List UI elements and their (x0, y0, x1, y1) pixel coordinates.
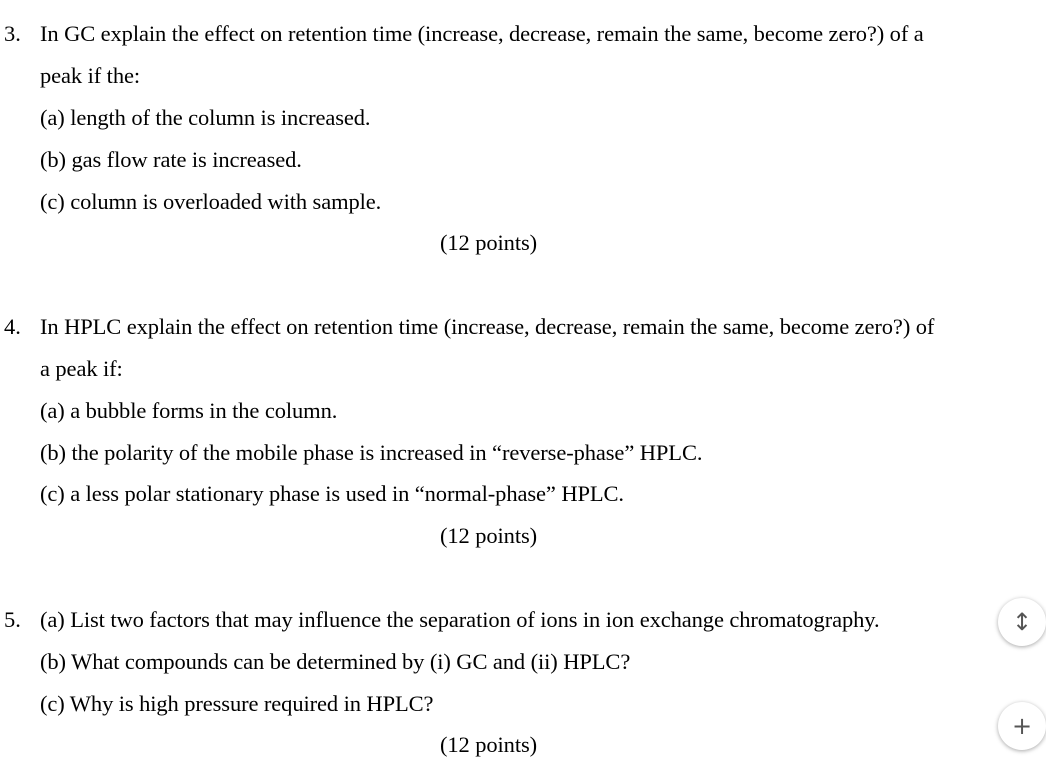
sub-question-a: (a) a bubble forms in the column. (40, 398, 338, 423)
plus-icon: + (1012, 712, 1033, 740)
sub-question-b: (b) gas flow rate is increased. (40, 147, 302, 172)
sub-question-b: (b) What compounds can be determined by (i) GC and (ii) HPLC? (40, 649, 631, 674)
points-label: (12 points) (440, 523, 538, 548)
question-number: 4. (4, 314, 21, 339)
question-number: 5. (4, 607, 21, 632)
sub-question-a: (a) length of the column is increased. (40, 105, 371, 130)
points-label: (12 points) (440, 732, 538, 757)
zoom-in-button[interactable] (998, 702, 1046, 750)
sub-question-c: (c) column is overloaded with sample. (40, 189, 382, 214)
sub-question-c: (c) Why is high pressure required in HPLC? (40, 691, 434, 716)
question-text-line: peak if the: (40, 63, 141, 88)
question-number: 3. (4, 21, 21, 46)
sub-question-a: (a) List two factors that may influence the separation of ions in ion exchange chromatography. (40, 607, 880, 632)
question-text-line: a peak if: (40, 356, 123, 381)
question-text-line: In GC explain the effect on retention time (increase, decrease, remain the same, become zero?) of a (40, 21, 924, 46)
points-label: (12 points) (440, 230, 538, 255)
sub-question-c: (c) a less polar stationary phase is used in “normal-phase” HPLC. (40, 481, 624, 506)
sub-question-b: (b) the polarity of the mobile phase is increased in “reverse-phase” HPLC. (40, 440, 703, 465)
expand-toggle-button[interactable] (998, 598, 1046, 646)
expand-icon: ↕ (1012, 608, 1033, 636)
question-text-line: In HPLC explain the effect on retention time (increase, decrease, remain the same, become zero?) of (40, 314, 935, 339)
